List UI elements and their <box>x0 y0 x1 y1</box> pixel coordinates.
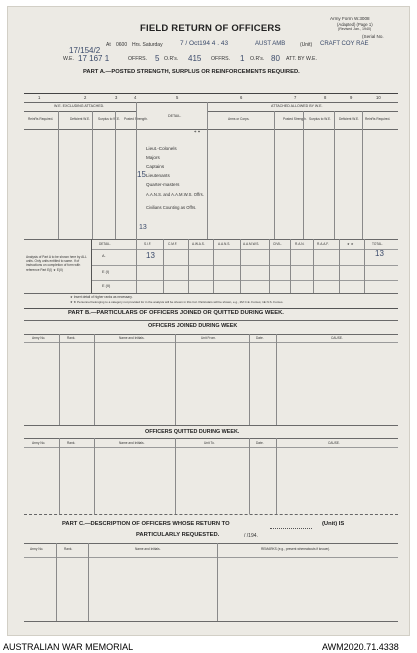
serial-number-label: (Serial No. <box>362 34 384 39</box>
joined-head-army-no: Army No. <box>32 336 46 340</box>
quitted-head-date: Date. <box>256 441 264 445</box>
part-c-unit-label: (Unit) IS <box>322 521 345 527</box>
footnote-2: ★ ★ Personnel belonging to a category not provided for in the analysis will be shown in this Col. Particulars will be shown, e.g., 2M C.E. Forces; 1E N.S. Forces. <box>70 300 284 304</box>
part-c-requested: PARTICULARLY REQUESTED. <box>136 532 220 538</box>
part-b-title: PART B.—PARTICULARS OF OFFICERS JOINED OR QUITTED DURING WEEK. <box>68 310 284 316</box>
ors-label: O.R's. <box>164 56 179 62</box>
head-posted-strength-att: Posted Strength. <box>283 117 307 121</box>
joined-head-cause: CAUSE. <box>331 336 343 340</box>
col-number-10: 10 <box>376 95 381 100</box>
ors-value: 415 <box>188 54 202 63</box>
quitted-head-name: Name and Initials. <box>119 441 145 445</box>
quitted-head-army-no: Army No. <box>32 441 46 445</box>
footnote-1: ★ Insert detail of higher ranks as necessary. <box>70 295 133 299</box>
head-posted-strength: Posted Strength. <box>124 117 148 121</box>
rank-quarter-masters: Quarter-masters <box>146 182 180 187</box>
head-deficient-att: Deficient W.E. <box>339 117 360 121</box>
at-label: At <box>106 42 111 48</box>
detail-label: DETAIL. <box>168 114 182 118</box>
unit-label: (Unit) <box>300 42 313 48</box>
an-head-awas: A.W.A.S. <box>192 242 205 246</box>
an-head-cmf: C.M.F. <box>168 242 178 246</box>
head-arms-corps: Arms or Corps. <box>228 117 250 121</box>
part-c-head-remarks: REMARKS (e.g., present whereabouts if known). <box>261 547 331 551</box>
an-head-other: ★ ★ <box>347 242 354 246</box>
we-label: W.E. <box>63 56 74 62</box>
an-head-detail: DETAIL. <box>99 242 111 246</box>
offrs2-label: OFFRS. <box>211 56 231 62</box>
form-revised: (Revised Jan., 1940) <box>338 27 372 31</box>
part-c-head-army-no: Army No. <box>30 547 44 551</box>
rank-aans-aamws: A.A.N.S. and A.A.M.W.S. Offrs. <box>146 192 204 197</box>
offrs-value: 5 <box>155 54 160 63</box>
quitted-head-rank: Rank. <box>67 441 76 445</box>
an-head-civil: CIVIL. <box>273 242 282 246</box>
part-c-date: / /194. <box>244 533 258 539</box>
an-row-e2: E (II) <box>102 284 111 288</box>
joined-title: OFFICERS JOINED DURING WEEK <box>148 323 238 329</box>
joined-head-rank: Rank. <box>67 336 76 340</box>
offrs2-value: 1 <box>240 54 245 63</box>
an-row-e1: E (I) <box>102 270 110 274</box>
an-head-sif: S.I.F. <box>144 242 152 246</box>
att-label: ATT. BY W.E. <box>286 56 317 62</box>
col-number-7: 7 <box>294 95 297 100</box>
an-head-ran: R.A.N. <box>295 242 305 246</box>
offrs-label: OFFRS. <box>128 56 148 62</box>
col-number-4: 4 <box>134 95 137 100</box>
joined-head-date: Date. <box>256 336 264 340</box>
we-value: 17 167 1 <box>78 54 110 63</box>
col-number-1: 1 <box>38 95 41 100</box>
quitted-head-unit-to: Unit To. <box>204 441 215 445</box>
date-value: 7 / Oct194 4 . 43 <box>180 40 229 47</box>
hrs-value: 0600 <box>116 42 128 48</box>
head-surplus: Surplus to W.E. <box>98 117 120 121</box>
footer-credit: AUSTRALIAN WAR MEMORIAL <box>3 642 134 652</box>
footer-bar <box>0 639 417 653</box>
col-number-8: 8 <box>324 95 327 100</box>
quitted-head-cause: CAUSE. <box>328 441 340 445</box>
quitted-title: OFFICERS QUITTED DURING WEEK. <box>145 429 240 435</box>
rank-majors: Majors <box>146 155 160 160</box>
col-number-5: 5 <box>176 95 179 100</box>
part-c-title: PART C.—DESCRIPTION OF OFFICERS WHOSE RETURN TO <box>62 521 230 527</box>
ors2-value: 80 <box>271 54 280 63</box>
sif-count: 13 <box>146 251 155 260</box>
rank-lieutenants: Lieutenants <box>146 173 170 178</box>
rank-captains: Captains <box>146 164 165 169</box>
analysis-note: Analysis of Part A to be shown here by ALL units. Only units entitled to same. If of instructions on completion of form with reference Part E(I) ★ E(II) <box>26 255 87 272</box>
rank-civilians: Civilians Counting as Offrs. <box>146 205 197 210</box>
posted-total: 13 <box>139 224 147 231</box>
head-surplus-att: Surplus to W.E. <box>309 117 331 121</box>
head-reinf-att: Reinf'ts Required. <box>365 117 391 121</box>
joined-head-unit-from: Unit From. <box>201 336 216 340</box>
handwritten-reference: 17/154/2 <box>69 46 101 55</box>
col-number-2: 2 <box>84 95 87 100</box>
an-head-raaf: R.A.A.F. <box>317 242 329 246</box>
ors2-label: O.R's. <box>250 56 265 62</box>
joined-head-name: Name and Initials. <box>119 336 145 340</box>
unit-value: AUST AMB <box>255 41 286 47</box>
col-number-6: 6 <box>240 95 243 100</box>
total-count: 13 <box>375 249 384 258</box>
hrs-day-label: Hrs. Saturday <box>132 42 163 48</box>
form-adapted: (Adapted) (Page 1) <box>337 22 373 27</box>
unit-value-2: CRAFT COY RAE <box>320 41 369 47</box>
group-we-excluding: W.E. EXCLUDING ATTACHED. <box>54 104 105 108</box>
asterisk-mark: * * <box>194 131 201 136</box>
group-attached-allowed: ATTACHED ALLOWED BY W.E. <box>271 104 323 108</box>
col-number-3: 3 <box>115 95 118 100</box>
form-sheet <box>7 6 410 636</box>
an-row-a: A. <box>102 254 106 258</box>
an-head-aamws: A.A.M.W.S. <box>243 242 260 246</box>
part-c-head-rank: Rank. <box>64 547 73 551</box>
form-id: Army Form W.3008 <box>330 16 370 21</box>
head-reinf-required: Reinf'ts Required. <box>28 117 54 121</box>
footer-accession-number: AWM2020.71.4338 <box>322 642 399 652</box>
rank-lieut-colonels: Lieut.-Colonels <box>146 146 177 151</box>
part-c-head-name: Name and Initials. <box>135 547 161 551</box>
col-number-9: 9 <box>350 95 353 100</box>
an-head-aans: A.A.N.S. <box>218 242 231 246</box>
form-title: FIELD RETURN OF OFFICERS <box>140 23 281 34</box>
an-head-total: TOTAL. <box>372 242 383 246</box>
lieutenants-count: 15 <box>137 170 146 179</box>
head-deficient: Deficient W.E. <box>70 117 91 121</box>
part-a-title: PART A.—POSTED STRENGTH, SURPLUS OR REINFORCEMENTS REQUIRED. <box>83 69 300 75</box>
